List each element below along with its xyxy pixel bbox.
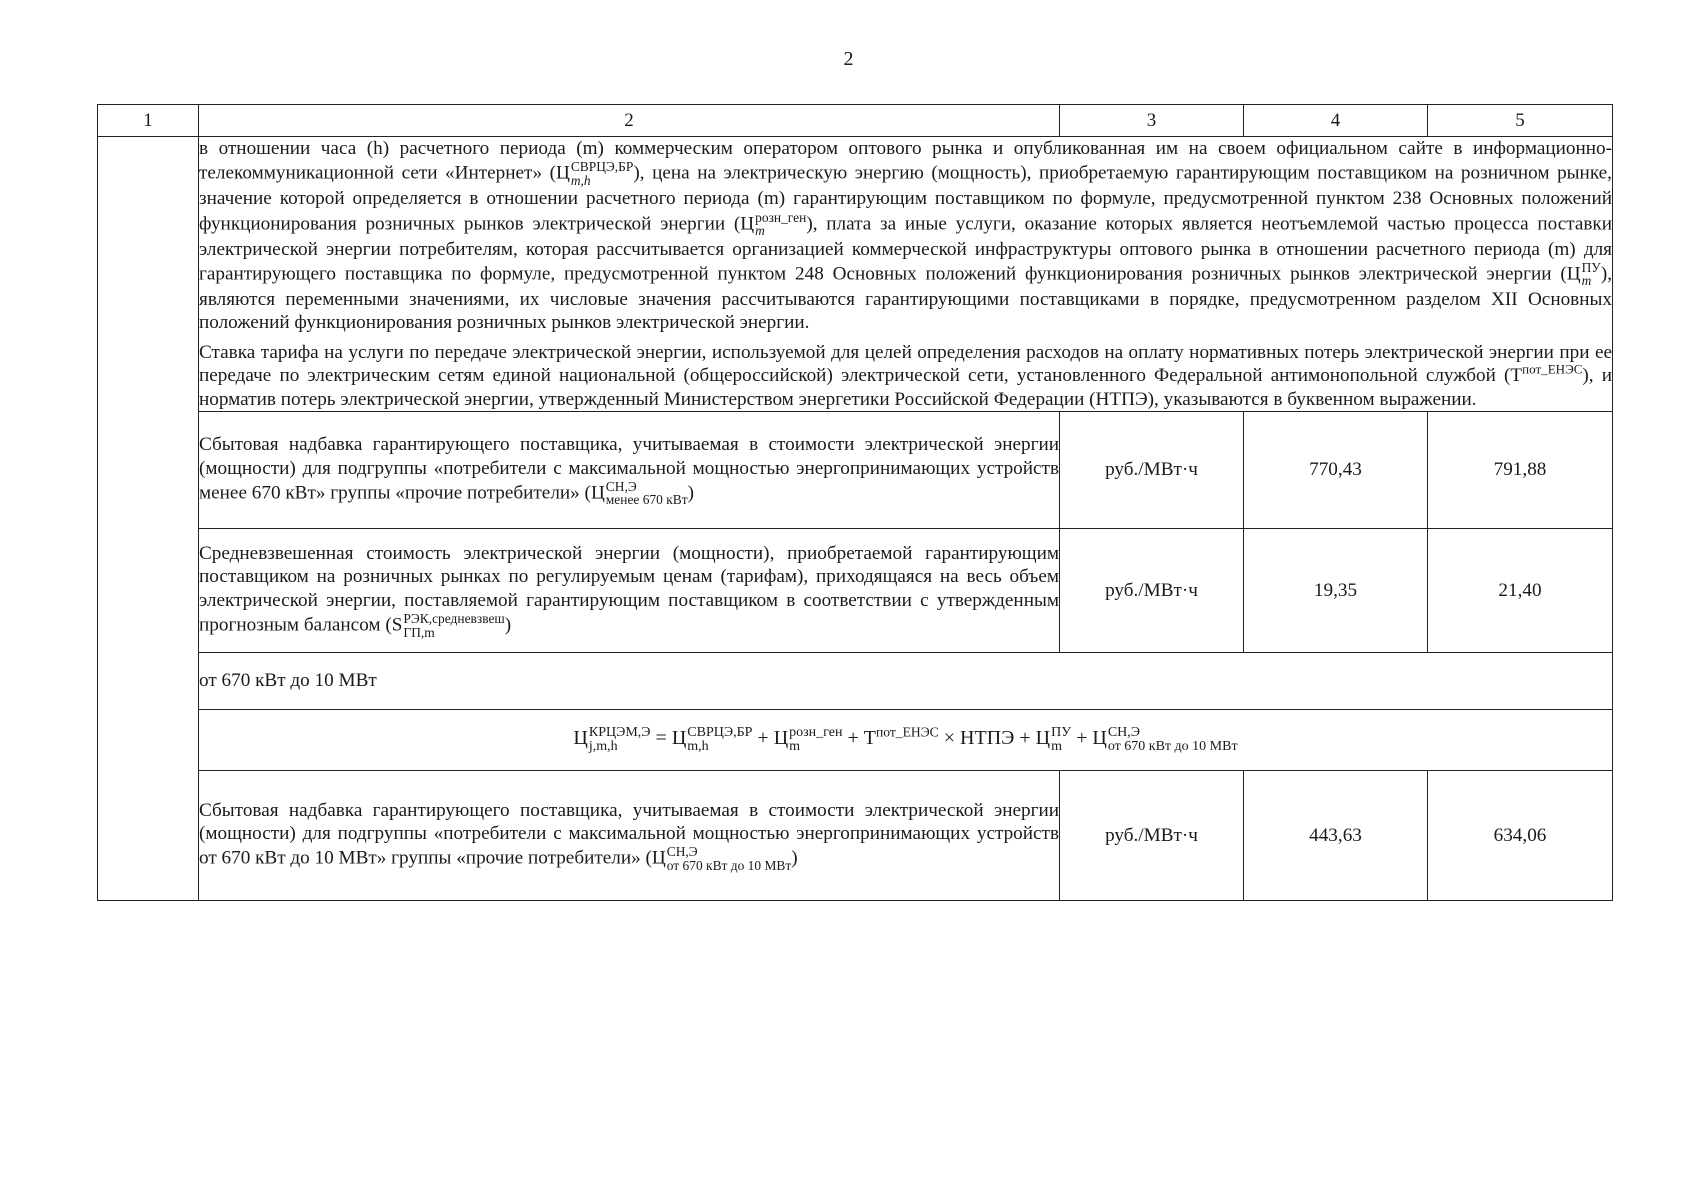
intro-text-part: ), плата за иные услуги, оказание которых является неотъемлемой частью процесса поставки электрической энергии потребителям, которая рассчитывается организацией коммерческой инфраструктуры оптового рынка в отношении расчетного периода (m) для гарантирующего поставщика по формуле, предусмотренной пунктом 248 Основных положений функционирования розничных рынков электрической энергии (Ц bbox=[199, 213, 1612, 285]
formula-index bbox=[1051, 726, 1071, 754]
formula-superscript: ПУ bbox=[1051, 725, 1072, 741]
formula-index bbox=[1108, 726, 1238, 754]
symbol-subscript: m bbox=[1581, 273, 1592, 289]
symbol-superscript: РЭК,средневзвеш bbox=[403, 611, 505, 627]
unit-cell: руб./МВт·ч bbox=[1060, 412, 1244, 529]
symbol-superscript: СН,Э bbox=[605, 478, 637, 494]
formula-term: Ц bbox=[1035, 726, 1051, 749]
intro-paragraph-1 bbox=[199, 137, 1612, 335]
formula-superscript: СВРЦЭ,БР bbox=[687, 725, 753, 741]
intro-text-part: ), и норматив потерь электрической энергии, утвержденный Министерством энергетики Российской Федерации (НТПЭ), указываются в буквенном выражении. bbox=[199, 365, 1612, 410]
column-header-4: 4 bbox=[1244, 105, 1428, 137]
formula-subscript: от 670 кВт до 10 МВт bbox=[1107, 739, 1238, 755]
formula-subscript: m,h bbox=[687, 739, 709, 755]
symbol-subscript: m bbox=[755, 223, 765, 239]
formula-subscript: j,m,h bbox=[588, 739, 618, 755]
price-symbol-rozn-gen bbox=[755, 211, 806, 238]
row-description bbox=[199, 771, 1060, 901]
description-text: Сбытовая надбавка гарантирующего поставщика, учитываемая в стоимости электрической энергии (мощности) для подгруппы «потребители с максимальной мощностью энергопринимающих устройств менее 670 кВт» группы «прочие потребители» (Ц bbox=[199, 434, 1059, 504]
value-cell-col5: 21,40 bbox=[1428, 529, 1613, 653]
unit-cell: руб./МВт·ч bbox=[1060, 529, 1244, 653]
formula-row bbox=[98, 710, 1613, 771]
intro-text-part: ), цена на электрическую энергию (мощность), приобретаемую гарантирующим поставщиком на розничном рынке, значение которой определяется в отношении расчетного периода (m) гарантирующим поставщиком по формуле, предусмотренной пунктом 238 Основных положений функционирования розничных рынков электрической энергии (Ц bbox=[199, 162, 1612, 235]
description-text: Средневзвешенная стоимость электрической энергии (мощности), приобретаемой гарантирующим поставщиком на розничных рынках по регулируемым ценам (тарифам), приходящаяся на весь объем электрической энергии, поставляемой гарантирующим поставщиком в соответствии с утвержденным прогнозным балансом (S bbox=[199, 542, 1059, 636]
formula-term: Ц bbox=[773, 726, 789, 749]
weighted-cost-symbol bbox=[403, 612, 504, 639]
column-header-5: 5 bbox=[1428, 105, 1613, 137]
formula-operator: = bbox=[650, 726, 672, 749]
formula-operator: × НТПЭ + bbox=[938, 726, 1036, 749]
section-label: от 670 кВт до 10 МВт bbox=[199, 653, 1613, 710]
formula-operator: + bbox=[752, 726, 774, 749]
unit-cell: руб./МВт·ч bbox=[1060, 771, 1244, 901]
formula-operator: + bbox=[1071, 726, 1093, 749]
symbol-superscript: СН,Э bbox=[666, 844, 698, 860]
symbol-superscript: розн_ген bbox=[755, 209, 807, 225]
formula-superscript: пот_ЕНЭС bbox=[875, 724, 939, 740]
symbol-subscript: m,h bbox=[570, 172, 591, 188]
value-cell-col4: 770,43 bbox=[1244, 412, 1428, 529]
section-row bbox=[98, 653, 1613, 710]
column-header-3: 3 bbox=[1060, 105, 1244, 137]
formula-operator: + bbox=[842, 726, 864, 749]
formula-term: Ц bbox=[1092, 726, 1107, 749]
symbol-subscript: менее 670 кВт bbox=[605, 492, 688, 508]
symbol-superscript: пот_ЕНЭС bbox=[1522, 361, 1583, 377]
page-number: 2 bbox=[843, 48, 854, 70]
tariff-table bbox=[97, 104, 1613, 901]
closing-bracket: ) bbox=[504, 614, 512, 636]
value-cell-col5: 634,06 bbox=[1428, 771, 1613, 901]
description-text: Сбытовая надбавка гарантирующего поставщика, учитываемая в стоимости электрической энергии (мощности) для подгруппы «потребители с максимальной мощностью энергопринимающих устройств от 670 кВт до 10 МВт» группы «прочие потребители» (Ц bbox=[199, 799, 1059, 869]
intro-text-part: в отношении часа (h) расчетного периода (m) коммерческим оператором оптового рынка и опубликованная им на своем официальном сайте в информационно-телекоммуникационной сети «Интернет» (Ц bbox=[199, 138, 1612, 184]
symbol-superscript: СВРЦЭ,БР bbox=[570, 159, 634, 175]
intro-text-cell bbox=[199, 137, 1613, 412]
table-header-row bbox=[98, 105, 1613, 137]
markup-symbol bbox=[606, 480, 688, 507]
formula-index bbox=[789, 726, 842, 754]
markup-symbol bbox=[667, 845, 792, 872]
formula-term: Ц bbox=[573, 726, 588, 749]
value-cell-col4: 19,35 bbox=[1244, 529, 1428, 653]
formula-subscript: m bbox=[1051, 739, 1062, 755]
formula-term: Т bbox=[863, 726, 876, 749]
formula-superscript: КРЦЭМ,Э bbox=[588, 725, 651, 741]
formula-index bbox=[589, 726, 651, 754]
value-cell-col5: 791,88 bbox=[1428, 412, 1613, 529]
intro-paragraph-2 bbox=[199, 341, 1612, 411]
closing-bracket: ) bbox=[791, 847, 798, 869]
row-description bbox=[199, 529, 1060, 653]
column-header-2: 2 bbox=[199, 105, 1060, 137]
table-row bbox=[98, 771, 1613, 901]
price-formula bbox=[199, 710, 1613, 771]
column-header-1: 1 bbox=[98, 105, 199, 137]
formula-index bbox=[687, 726, 752, 754]
intro-text-part: ), являются переменными значениями, их числовые значения рассчитываются гарантирующими поставщиками в порядке, предусмотренном разделом XII Основных положений функционирования розничных рынков электрической энергии. bbox=[199, 263, 1612, 334]
table-row bbox=[98, 412, 1613, 529]
formula-superscript: СН,Э bbox=[1107, 725, 1141, 741]
formula-superscript: розн_ген bbox=[789, 725, 843, 741]
row-number-cell bbox=[98, 137, 199, 901]
value-cell-col4: 443,63 bbox=[1244, 771, 1428, 901]
symbol-subscript: ГП,m bbox=[403, 624, 435, 640]
symbol-superscript: ПУ bbox=[1581, 260, 1601, 276]
intro-row bbox=[98, 137, 1613, 412]
intro-text-part: Ставка тарифа на услуги по передаче электрической энергии, используемой для целей определения расходов на оплату нормативных потерь электрической энергии при ее передаче по электрическим сетям единой национальной (общероссийской) электрической сети, установленного Федеральной антимонопольной службой (Т bbox=[199, 341, 1612, 387]
closing-bracket: ) bbox=[687, 482, 695, 504]
row-description bbox=[199, 412, 1060, 529]
price-symbol-svrce-br bbox=[571, 160, 634, 187]
price-symbol-pu bbox=[1582, 261, 1601, 288]
symbol-subscript: от 670 кВт до 10 МВт bbox=[666, 857, 792, 873]
formula-term: Ц bbox=[671, 726, 687, 749]
formula-subscript: m bbox=[789, 739, 801, 755]
table-row bbox=[98, 529, 1613, 653]
